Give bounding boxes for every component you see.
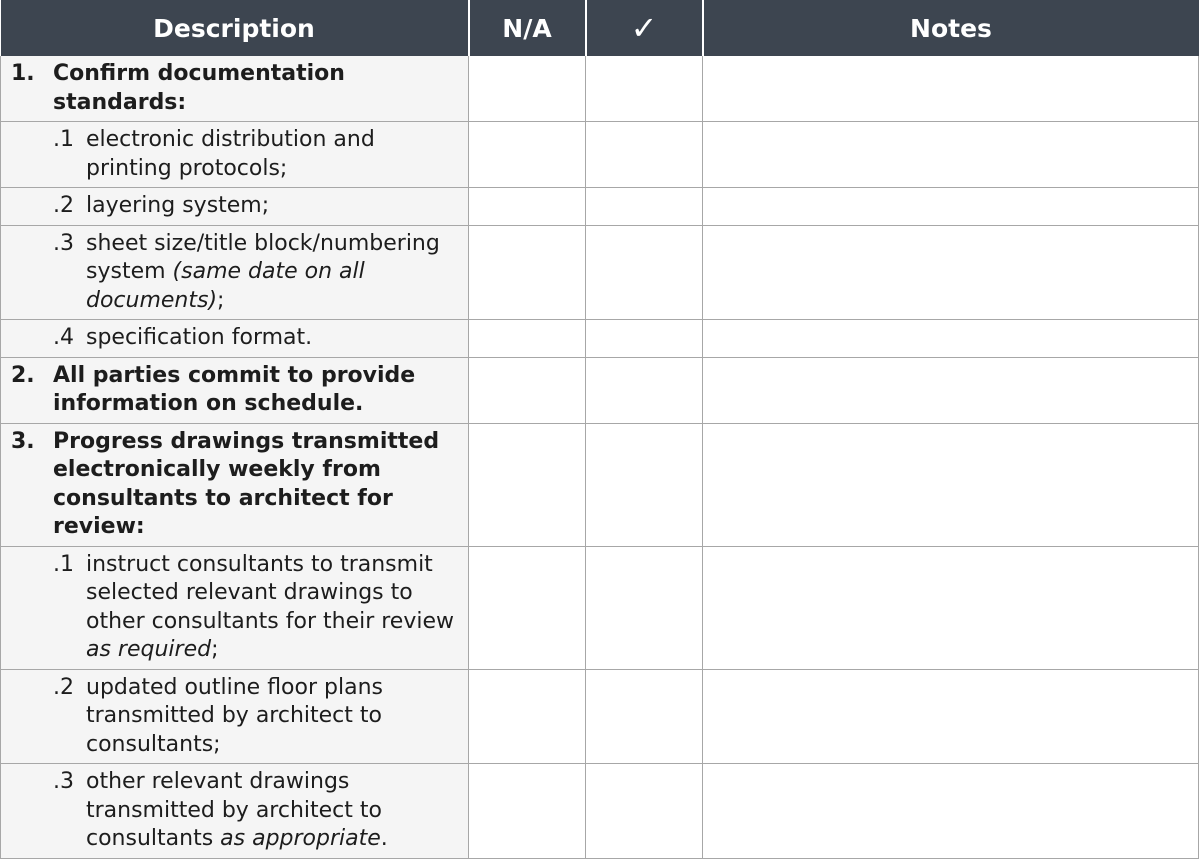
na-cell[interactable] <box>469 225 586 320</box>
table-row <box>1 764 1199 859</box>
notes-cell[interactable] <box>703 225 1199 320</box>
check-cell[interactable] <box>586 56 703 122</box>
item-text-end: ; <box>217 287 225 313</box>
na-cell[interactable] <box>469 357 586 423</box>
check-cell[interactable] <box>586 546 703 669</box>
description-column-header: Description <box>1 0 469 56</box>
table-row <box>1 225 1199 320</box>
item-number: .3 <box>53 230 74 256</box>
notes-cell[interactable] <box>703 357 1199 423</box>
item-text-italic: (same date on all documents) <box>86 259 365 313</box>
na-cell[interactable] <box>469 188 586 226</box>
item-number: .1 <box>53 551 74 577</box>
item-text: layering system; <box>86 193 270 218</box>
check-cell[interactable] <box>586 764 703 859</box>
na-cell[interactable] <box>469 56 586 122</box>
item-number: 2. <box>11 362 35 388</box>
notes-cell[interactable] <box>703 122 1199 188</box>
header-row <box>1 0 1199 56</box>
table-row <box>1 122 1199 188</box>
description-cell <box>1 122 469 188</box>
notes-cell[interactable] <box>703 320 1199 358</box>
notes-cell[interactable] <box>703 546 1199 669</box>
notes-cell[interactable] <box>703 423 1199 546</box>
na-cell[interactable] <box>469 669 586 764</box>
description-cell <box>1 188 469 226</box>
item-text: All parties commit to provide information on schedule. <box>53 362 416 416</box>
description-cell <box>1 669 469 764</box>
item-text: other relevant drawings transmitted by architect to consultants <box>86 769 382 851</box>
checkmark-icon: ✓ <box>630 9 658 47</box>
description-cell <box>1 357 469 423</box>
check-column-header <box>586 0 703 56</box>
notes-column-header: Notes <box>703 0 1199 56</box>
table-row <box>1 546 1199 669</box>
check-cell[interactable] <box>586 669 703 764</box>
check-cell[interactable] <box>586 188 703 226</box>
item-text-italic: as required <box>86 637 212 662</box>
item-number: .3 <box>53 769 74 794</box>
check-cell[interactable] <box>586 423 703 546</box>
item-number: 3. <box>11 428 35 454</box>
item-text: updated outline floor plans transmitted by architect to consultants; <box>86 674 383 757</box>
check-cell[interactable] <box>586 320 703 358</box>
item-text-end: . <box>380 826 388 851</box>
item-number: .4 <box>53 325 74 350</box>
na-column-header: N/A <box>469 0 586 56</box>
na-cell[interactable] <box>469 764 586 859</box>
na-cell[interactable] <box>469 122 586 188</box>
description-cell <box>1 320 469 358</box>
table-row <box>1 56 1199 122</box>
table-row <box>1 188 1199 226</box>
na-cell[interactable] <box>469 546 586 669</box>
item-number: .2 <box>53 674 74 700</box>
check-cell[interactable] <box>586 225 703 320</box>
item-text-end: ; <box>211 637 219 662</box>
item-text: Confirm documentation standards: <box>53 61 345 115</box>
na-cell[interactable] <box>469 320 586 358</box>
item-number: 1. <box>11 61 35 86</box>
table-row <box>1 423 1199 546</box>
na-cell[interactable] <box>469 423 586 546</box>
item-text: specification format. <box>86 325 313 350</box>
item-text: electronic distribution and printing protocols; <box>86 127 375 181</box>
item-text: sheet size/title block/numbering system <box>86 230 440 284</box>
item-text: instruct consultants to transmit selected relevant drawings to other consultants for their review <box>86 551 455 634</box>
notes-cell[interactable] <box>703 188 1199 226</box>
notes-cell[interactable] <box>703 764 1199 859</box>
item-number: .1 <box>53 127 74 152</box>
table-row <box>1 320 1199 358</box>
table-row <box>1 357 1199 423</box>
check-cell[interactable] <box>586 122 703 188</box>
description-cell <box>1 764 469 859</box>
table-row <box>1 669 1199 764</box>
description-cell <box>1 225 469 320</box>
description-cell <box>1 423 469 546</box>
notes-cell[interactable] <box>703 669 1199 764</box>
item-text-italic: as appropriate <box>220 826 381 851</box>
description-cell <box>1 56 469 122</box>
description-cell <box>1 546 469 669</box>
notes-cell[interactable] <box>703 56 1199 122</box>
item-text: Progress drawings transmitted electronically weekly from consultants to architect for review: <box>53 428 440 539</box>
item-number: .2 <box>53 193 74 218</box>
check-cell[interactable] <box>586 357 703 423</box>
